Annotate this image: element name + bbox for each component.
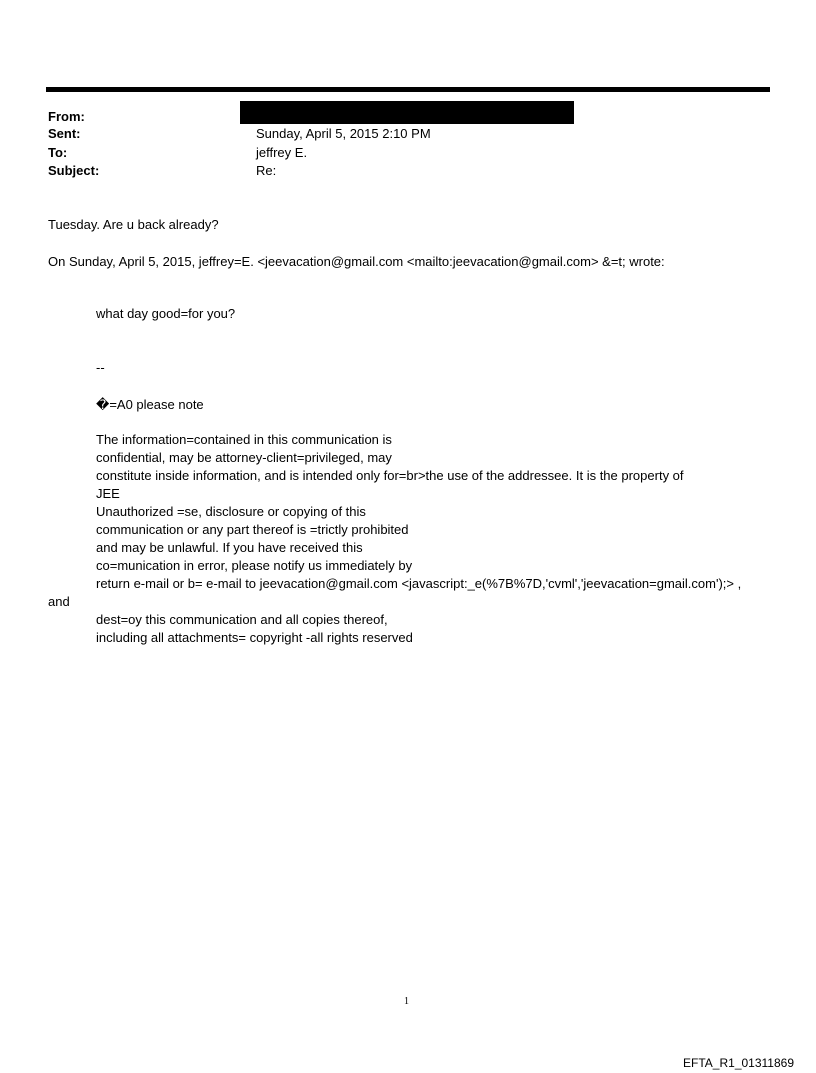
sent-value: Sunday, April 5, 2015 2:10 PM (256, 126, 431, 141)
disclaimer-line: The information=contained in this communication is (96, 432, 392, 447)
disclaimer-line: communication or any part thereof is =trictly prohibited (96, 522, 409, 537)
disclaimer-line: co=munication in error, please notify us immediately by (96, 558, 413, 573)
document-id: EFTA_R1_01311869 (683, 1056, 794, 1070)
disclaimer-line: confidential, may be attorney-client=privileged, may (96, 450, 392, 465)
quote-intro: On Sunday, April 5, 2015, jeffrey=E. <jeevacation@gmail.com <mailto:jeevacation@gmail.com> &=t; wrote: (48, 254, 665, 269)
disclaimer-tail-line: dest=oy this communication and all copies thereof, (96, 612, 388, 627)
note-line: �=A0 please note (96, 397, 204, 412)
subject-label: Subject: (48, 163, 100, 178)
disclaimer-line: constitute inside information, and is intended only for=br>the use of the addressee. It is the property of (96, 468, 684, 483)
subject-value: Re: (256, 163, 277, 178)
disclaimer-line: JEE (96, 486, 120, 501)
disclaimer-line: and may be unlawful. If you have received this (96, 540, 363, 555)
disclaimer-line: return e-mail or b= e-mail to jeevacation@gmail.com <javascript:_e(%7B%7D,'cvml','jeevacation=gmail.com');> , (96, 576, 742, 591)
wrapped-and: and (48, 594, 70, 609)
page-number: 1 (404, 996, 409, 1007)
header-rule (46, 87, 770, 92)
to-value: jeffrey E. (256, 145, 308, 160)
sent-label: Sent: (48, 126, 81, 141)
from-label: From: (48, 109, 85, 124)
to-label: To: (48, 145, 68, 160)
quoted-message: what day good=for you? (96, 306, 236, 321)
disclaimer-tail-line: including all attachments= copyright -all rights reserved (96, 630, 413, 645)
disclaimer-line: Unauthorized =se, disclosure or copying of this (96, 504, 366, 519)
reply-text: Tuesday. Are u back already? (48, 217, 219, 232)
redacted-sender (240, 101, 574, 124)
signature-dashes: -- (96, 360, 105, 375)
